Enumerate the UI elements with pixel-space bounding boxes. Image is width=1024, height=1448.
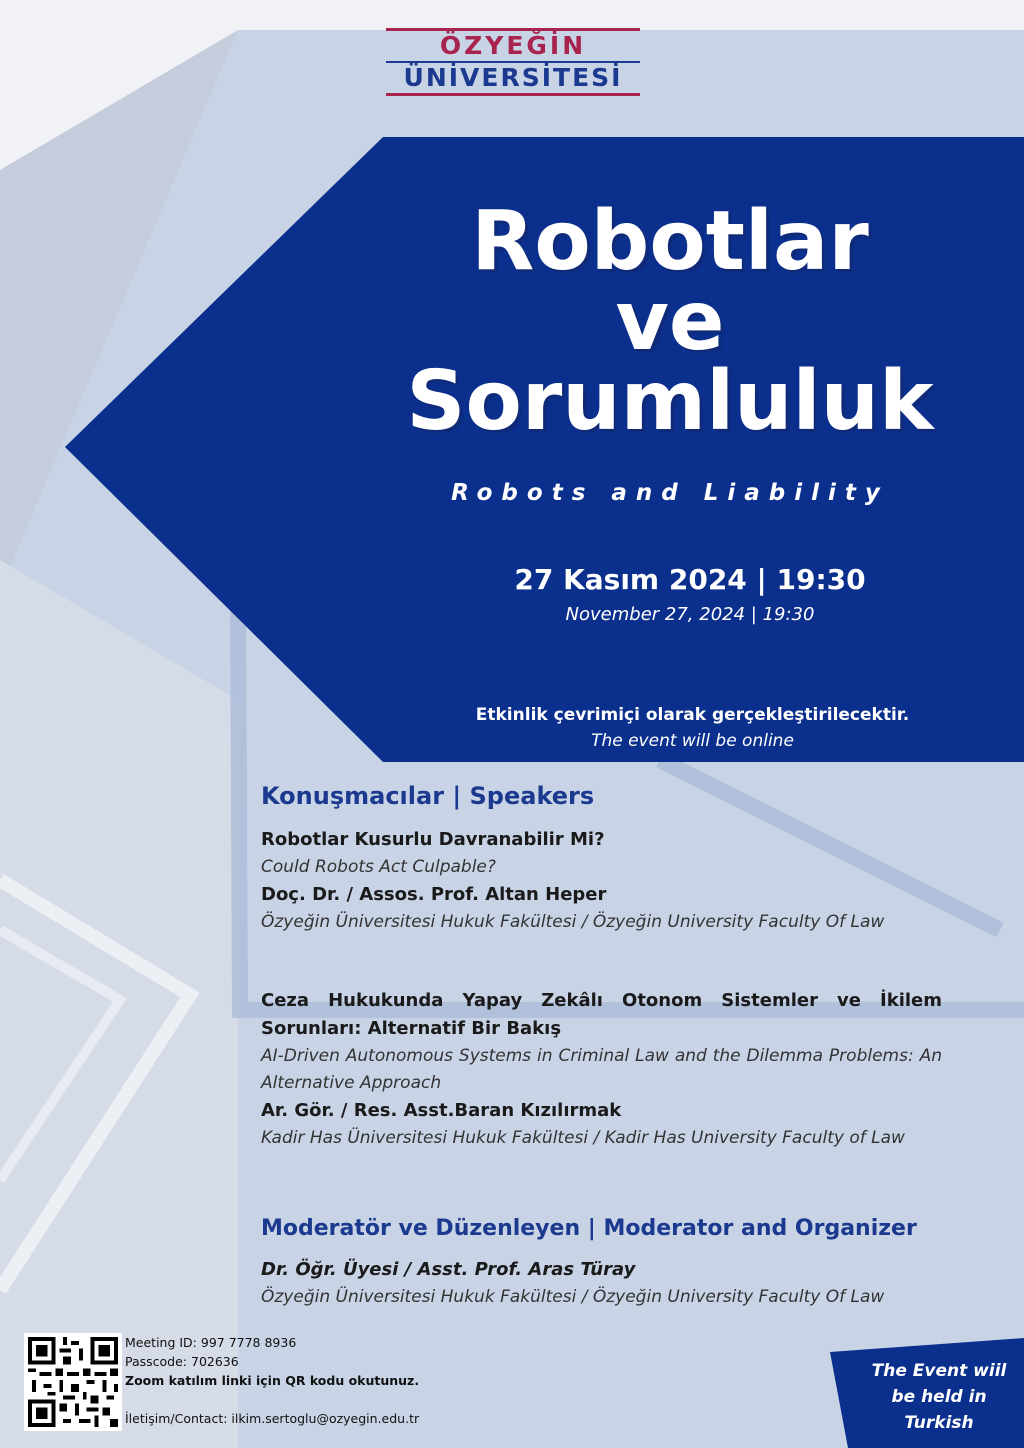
meeting-passcode: Passcode: 702636	[125, 1354, 239, 1369]
talk-title-tr: Robotlar Kusurlu Davranabilir Mi?	[261, 829, 605, 850]
english-subtitle: Robots and Liability	[451, 480, 889, 506]
speaker-name: Doç. Dr. / Assos. Prof. Altan Heper	[261, 884, 607, 905]
moderator-affiliation: Özyeğin Üniversitesi Hukuk Fakültesi / Özyeğin University Faculty Of Law	[261, 1287, 885, 1307]
talk-title-tr: Ceza Hukukunda Yapay Zekâlı Otonom Sistemler ve İkilem Sorunları: Alternatif Bir Bakış	[261, 990, 942, 1039]
talk-title-en: AI-Driven Autonomous Systems in Criminal Law and the Dilemma Problems: An Alternative Approach	[261, 1046, 942, 1093]
speakers-heading: Konuşmacılar | Speakers	[261, 782, 595, 810]
logo-word-universitesi: ÜNİVERSİTESİ	[403, 63, 623, 92]
university-logo	[386, 28, 640, 96]
moderator-section	[261, 1214, 981, 1311]
speakers-section	[261, 781, 942, 811]
online-notice-tr: Etkinlik çevrimiçi olarak gerçekleştirilecektir.	[475, 705, 910, 725]
speaker-affiliation: Kadir Has Üniversitesi Hukuk Fakültesi / Kadir Has University Faculty of Law	[261, 1128, 905, 1148]
speaker-affiliation: Özyeğin Üniversitesi Hukuk Fakültesi / Özyeğin University Faculty Of Law	[261, 912, 885, 932]
badge-line-3: Turkish	[904, 1413, 974, 1433]
logo-bottom-rule	[386, 93, 640, 96]
moderator-name: Dr. Öğr. Üyesi / Asst. Prof. Aras Türay	[261, 1259, 636, 1280]
logo-word-ozyegin: ÖZYEĞİN	[439, 31, 587, 60]
badge-line-2: be held in	[891, 1387, 987, 1407]
meeting-info	[125, 1333, 419, 1428]
title-line-2: ve	[615, 274, 725, 369]
speaker-2	[261, 987, 942, 1152]
qr-instruction: Zoom katılım linki için QR kodu okutunuz.	[125, 1373, 420, 1388]
online-notice-en: The event will be online	[591, 731, 794, 751]
talk-title-en: Could Robots Act Culpable?	[261, 857, 496, 877]
moderator-heading: Moderatör ve Düzenleyen | Moderator and Organizer	[261, 1216, 917, 1241]
meeting-id: Meeting ID: 997 7778 8936	[125, 1335, 297, 1350]
qr-code-icon[interactable]	[24, 1333, 122, 1431]
title-line-1: Robotlar	[471, 194, 869, 289]
contact-email[interactable]: İletişim/Contact: ilkim.sertoglu@ozyegin.edu.tr	[125, 1411, 420, 1426]
event-date-tr: 27 Kasım 2024 | 19:30	[514, 563, 866, 596]
badge-line-1: The Event wiil	[871, 1361, 1007, 1381]
event-date-en: November 27, 2024 | 19:30	[565, 604, 815, 625]
speaker-1	[261, 826, 942, 936]
language-badge	[864, 1358, 1014, 1436]
title-line-3: Sorumluluk	[406, 354, 934, 449]
speaker-name: Ar. Gör. / Res. Asst.Baran Kızılırmak	[261, 1100, 622, 1121]
